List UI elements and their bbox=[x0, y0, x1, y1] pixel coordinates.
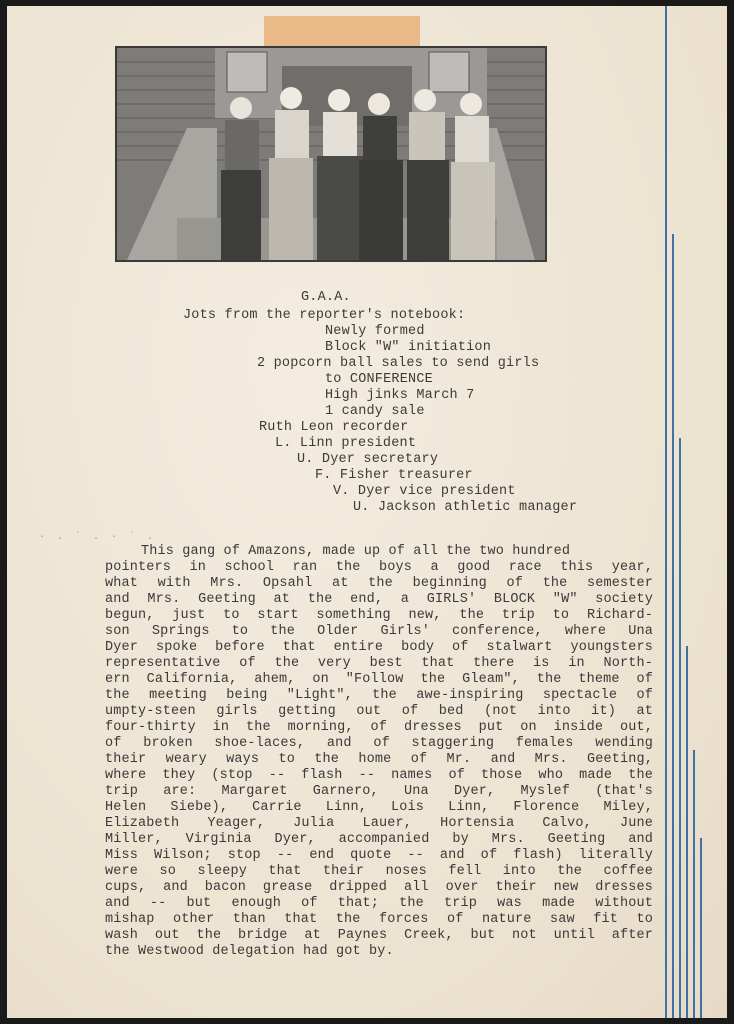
article-line: Dyer spoke before that entire body of stalwart youngsters bbox=[105, 640, 653, 655]
rule-line bbox=[672, 234, 674, 1018]
article-line: representative of the very best that there is in North- bbox=[105, 656, 653, 671]
article-line: the Westwood delegation had got by. bbox=[105, 944, 394, 959]
article-line: and Mrs. Geeting at the end, a GIRLS' BLOCK "W" society bbox=[105, 592, 653, 607]
article-line: four-thirty in the morning, of dresses put on inside out, bbox=[105, 720, 653, 735]
article-line: their weary ways to the home of Mr. and Mrs. Geeting, bbox=[105, 752, 653, 767]
article-line: Miss Wilson; stop -- end quote -- and of flash) literally bbox=[105, 848, 653, 863]
article-line: son Springs to the Older Girls' conference, where Una bbox=[105, 624, 653, 639]
article-line: umpty-steen girls getting out of bed (not into it) at bbox=[105, 704, 653, 719]
article-line: pointers in school ran the boys a good race this year, bbox=[105, 560, 653, 575]
article-line: the meeting being "Light", the awe-inspiring spectacle of bbox=[105, 688, 653, 703]
note-line: 2 popcorn ball sales to send girls bbox=[257, 356, 540, 371]
article-line: Elizabeth Yeager, Julia Lauer, Hortensia Calvo, June bbox=[105, 816, 653, 831]
article-line: trip are: Margaret Garnero, Una Dyer, Myslef (that's bbox=[105, 784, 653, 799]
masking-tape bbox=[264, 16, 420, 50]
rule-line bbox=[700, 838, 702, 1018]
rule-line bbox=[665, 6, 667, 1018]
article-paragraph bbox=[105, 544, 653, 960]
note-line: Newly formed bbox=[325, 324, 425, 339]
article-line: begun, just to start something new, the trip to Richard- bbox=[105, 608, 653, 623]
article-line: cups, and bacon grease dripped all over their new dresses bbox=[105, 880, 653, 895]
article-line: where they (stop -- flash -- names of those who made the bbox=[105, 768, 653, 783]
yearbook-page bbox=[7, 6, 727, 1018]
group-photo bbox=[115, 46, 547, 262]
paper-speckle: · . ´ . · ˙ . bbox=[39, 532, 157, 543]
article-line: This gang of Amazons, made up of all the two hundred bbox=[141, 544, 571, 559]
article-line: and -- but enough of that; the trip was made without bbox=[105, 896, 653, 911]
rule-line bbox=[693, 750, 695, 1018]
note-line: F. Fisher treasurer bbox=[315, 468, 473, 483]
note-line: Block "W" initiation bbox=[325, 340, 492, 355]
article-line: Helen Siebe), Carrie Linn, Lois Linn, Florence Miley, bbox=[105, 800, 653, 815]
rule-line bbox=[686, 646, 688, 1018]
article-line: mishap other than that the forces of nature saw fit to bbox=[105, 912, 653, 927]
note-line: U. Jackson athletic manager bbox=[353, 500, 578, 515]
rule-line bbox=[679, 438, 681, 1018]
note-line: High jinks March 7 bbox=[325, 388, 475, 403]
article-line: of broken shoe-laces, and of staggering females wending bbox=[105, 736, 653, 751]
notebook-heading: Jots from the reporter's notebook: bbox=[183, 308, 466, 323]
article-line: Miller, Virginia Dyer, accompanied by Mrs. Geeting and bbox=[105, 832, 653, 847]
note-line: 1 candy sale bbox=[325, 404, 425, 419]
note-line: V. Dyer vice president bbox=[333, 484, 516, 499]
note-line: U. Dyer secretary bbox=[297, 452, 439, 467]
article-line: were so sleepy that their noses fell into the coffee bbox=[105, 864, 653, 879]
article-line: what with Mrs. Opsahl at the beginning of the semester bbox=[105, 576, 653, 591]
note-line: Ruth Leon recorder bbox=[259, 420, 409, 435]
article-line: wash out the bridge at Paynes Creek, but not until after bbox=[105, 928, 653, 943]
article-line: ern California, ahem, on "Follow the Gleam", the theme of bbox=[105, 672, 653, 687]
section-title: G.A.A. bbox=[301, 290, 351, 305]
note-line: to CONFERENCE bbox=[325, 372, 433, 387]
note-line: L. Linn president bbox=[275, 436, 417, 451]
